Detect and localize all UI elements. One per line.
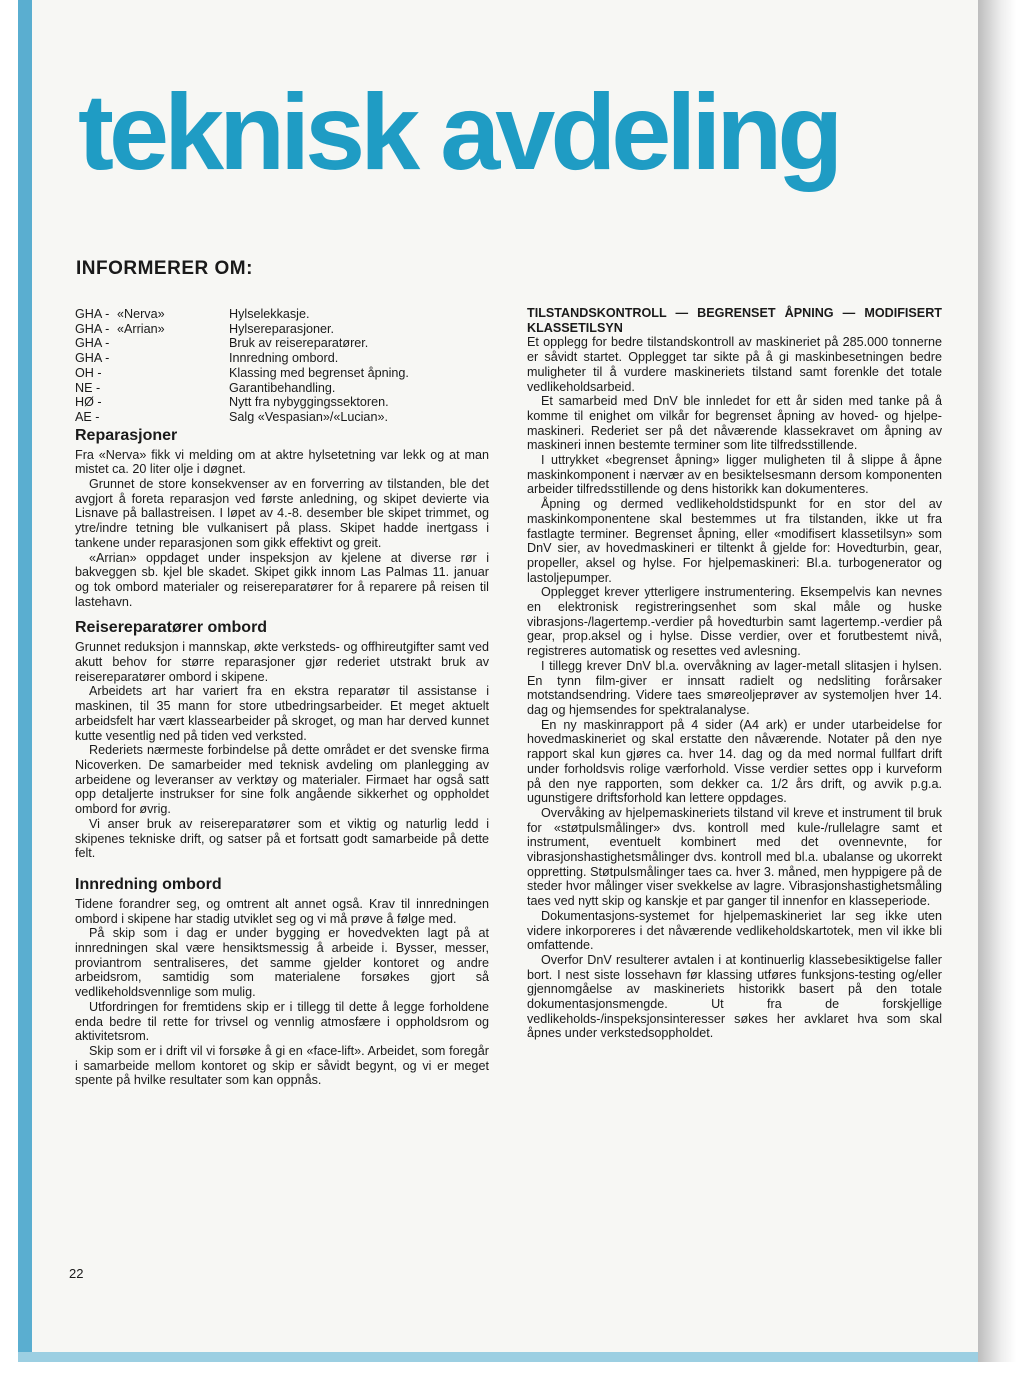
notice-topic: Garantibehandling. (229, 380, 336, 395)
notice-ship (117, 381, 229, 396)
paragraph: Grunnet de store konsekvenser av en forverring av tilstanden, ble det avgjort å foreta reparasjon ved første anledning, og skipet devierte via Lisnave på ballastreisen. I løpet av 4.-8. desember ble skipet trimmet, og ytre/indre tetning ble vulkanisert på plass. Skipet hadde inertgass i tankene under reparasjonen som gikk effektivt og greit. (75, 477, 489, 550)
binding-shadow (978, 0, 1016, 1362)
paragraph: Et samarbeid med DnV ble innledet for ett år siden med tanke på å komme til enighet om vilkår for begrenset åpning av hoved- og hjelpe-maskineri. Rederiet ser på det nåværende klassekravet om åpning av maskineri innen bestemte terminer som lite tilfredsstillende. (527, 394, 942, 453)
notice-code: GHA - (75, 321, 110, 336)
notice-ship (117, 351, 229, 366)
page-number: 22 (69, 1266, 84, 1281)
notice-code: OH - (75, 365, 102, 380)
masthead-title: teknisk avdeling (78, 71, 839, 192)
heading-reisereparatorer: Reisereparatører ombord (75, 619, 268, 637)
notice-ship: «Nerva» (117, 307, 165, 321)
notice-topic: Hylsereparasjoner. (229, 321, 334, 336)
paragraph: Overfor DnV resulterer avtalen i at kontinuerlig klassebesiktigelse faller bort. I nest siste lossehavn før klassing utføres funksjons-testing og/eller gjennomgåelse av maskineriets historikk basert på den totale dokumentasjonsmengde. Ut fra de forskjellige vedlikeholds-/inspeksjonsinteresser søkes her avklaret hva som skal åpnes under verkstedsoppholdet. (527, 952, 942, 1041)
notice-topic: Nytt fra nybyggingssektoren. (229, 395, 389, 410)
notice-ship (117, 366, 229, 381)
paragraph: Vi anser bruk av reisereparatører som et viktig og naturlig ledd i skipenes tekniske drift, og satser på et fortsatt godt samarbeide på dette felt. (75, 816, 489, 861)
notice-code: GHA - (75, 336, 110, 351)
notice-topic: Innredning ombord. (229, 351, 339, 366)
paragraph: Grunnet reduksjon i mannskap, økte verksteds- og offhireutgifter samt ved akutt behov for større reparasjoner gjør rederiet utstrakt bruk av reisereparatører ombord i skipene. (75, 640, 489, 684)
section-title: INFORMERER OM: (76, 258, 253, 279)
paragraph: Arbeidets art har variert fra en ekstra reparatør til assistanse i maskinen, til 35 mann for store utbedringsarbeider. Et meget aktuelt arbeidsfelt har vært klassearbeider på skroget, og man har derved kunnet kutte vesentlig ned på tiden ved verksted. (75, 684, 489, 743)
paragraph: Tidene forandrer seg, og omtrent alt annet også. Krav til innredningen ombord i skipene har stadig utviklet seg og vi må prøve å følge med. (75, 896, 489, 926)
paragraph: I uttrykket «begrenset åpning» ligger muligheten til å slippe å åpne maskinkomponent i nærvær av en besiktelsesmann dersom komponenten arbeider tilfredsstillende og dens historikk kan dokumenteres. (527, 453, 942, 497)
paragraph: En ny maskinrapport på 4 sider (A4 ark) er under utarbeidelse for hovedmaskineriet og skal erstatte den nåværende. Notater på den nye rapport skal kun gjøres ca. hver 14. dag og da med normal fullfart drift under forholdsvis rolige værforhold. Visse verdier settes opp i kurveform på den nye rapporten, som dekker ca. 1/2 års drift, og avvik p.g.a. ugunstigere driftsforhold kan lettere oppdages. (527, 717, 942, 806)
paragraph: «Arrian» oppdaget under inspeksjon av kjelene at diverse rør i bakveggen sb. kjel ble skadet. Skipet gikk innom Las Palmas 11. januar og tok ombord materialer og reisereparatører for å reparere på reisen til lastehavn. (75, 550, 489, 609)
notice-topic: Hylselekkasje. (229, 307, 310, 321)
notice-code: GHA - (75, 307, 110, 321)
notice-code: AE - (75, 409, 100, 424)
heading-tilstandskontroll: TILSTANDSKONTROLL — BEGRENSET ÅPNING — MODIFISERT KLASSETILSYN (527, 306, 942, 335)
right-column (527, 306, 942, 1041)
paragraph: Rederiets nærmeste forbindelse på dette området er det svenske firma Nicoverken. De samarbeider med teknisk avdeling om planlegging av arbeidene og leveranser av verktøy og materialer. Firmaet har også satt opp detaljerte instrukser for sine folk angående sikkerhet og oppholdet ombord for øvrig. (75, 743, 489, 817)
paragraph: Fra «Nerva» fikk vi melding om at aktre hylsetetning var lekk og at man mistet ca. 20 liter olje i døgnet. (75, 447, 489, 477)
notice-ship (117, 395, 229, 410)
paragraph: Overvåking av hjelpemaskineriets tilstand vil kreve et instrument til bruk for «støtpulsmålinger» dvs. kontroll med kule-/rullelagre samt et instrument, eventuelt kombinert med det ovennevnte, for vibrasjonshastighetsmålinger dvs. kontroll med bl.a. ubalanse og ukorrekt oppretting. Støtpulsmålinger taes ca. hver 3. måned, men hyppigere på de steder hvor målinger viser svekkelse av lagre. Vibrasjonshastighetsmåling taes ved nytt skip og kanskje et par ganger til innenfor en klasseperiode. (527, 805, 942, 909)
paragraph: Dokumentasjons-systemet for hjelpemaskineriet lar seg ikke uten videre inkorporeres i det nåværende vedlikeholdskartotek, men vil ikke bli omfattende. (527, 908, 942, 953)
paragraph: På skip som i dag er under bygging er hovedvekten lagt på at innredningen skal være hensiktsmessig å arbeide i. Bysser, messer, proviantrom sentraliseres, det samme gjelder kontoret og andre arbeidsrom, samtidig som materialene forsøkes gjort så vedlikeholdsvennlige som mulig. (75, 926, 489, 1000)
notice-code: GHA - (75, 351, 110, 366)
notice-ship (117, 410, 229, 425)
notice-topic: Bruk av reisereparatører. (229, 336, 369, 351)
heading-reparasjoner: Reparasjoner (75, 426, 178, 444)
paragraph: I tillegg krever DnV bl.a. overvåkning av lager-metall slitasjen i hylsen. En tynn film-giver er innsatt radielt og nedsliting forårsaker motstandsendring. Videre taes smøreoljeprøver av systemoljen hver 14. dag og hjemsendes for spektralanalyse. (527, 658, 942, 717)
paragraph: Opplegget krever ytterligere instrumentering. Eksempelvis kan nevnes en elektronisk registreringsenhet som skal måle og huske vibrasjons-/lagertemp.-verdier på hovedturbin samt lagertemp.-verdier på gear, prop.aksel og i hylse. Disse verdier, over et forutbestemt nivå, registreres automatisk og resettes ved avlesning. (527, 585, 942, 659)
notice-ship (117, 336, 229, 351)
notice-list (75, 307, 489, 425)
notice-topic: Klassing med begrenset åpning. (229, 365, 409, 380)
page-edge-strip (18, 0, 32, 1362)
paragraph: Skip som er i drift vil vi forsøke å gi en «face-lift». Arbeidet, som foregår i samarbeide mellom kontoret og skip er såvidt begynt, og vi er meget spente på hvilke resultater som kan oppnås. (75, 1043, 489, 1088)
left-column (75, 306, 489, 1088)
notice-topic: Salg «Vespasian»/«Lucian». (229, 409, 388, 424)
paragraph: Åpning og dermed vedlikeholdstidspunkt for en stor del av maskinkomponentene skal bestemmes ut fra tilstanden, ikke ut fra fastlagte terminer. Begrenset åpning, eller «modifisert klassetilsyn» som DnV sier, av hovedmaskineri er tiltenkt å gjelde for: Hovedturbin, gear, propeller, aksel og hylse. For hjelpemaskineri: Bl.a. turbogenerator og lastoljepumper. (527, 497, 942, 585)
notice-code: NE - (75, 380, 101, 395)
notice-code: HØ - (75, 395, 102, 410)
paragraph: Et opplegg for bedre tilstandskontroll av maskineriet på 285.000 tonnerne er såvidt startet. Opplegget tar sikte på å gi maskinbesetningen bedre muligheter til å vurdere maskineriets tilstand samt forenkle det totale vedlikeholdsarbeid. (527, 335, 942, 394)
heading-innredning: Innredning ombord (75, 875, 222, 893)
paragraph: Utfordringen for fremtidens skip er i tillegg til dette å legge forholdene enda bedre til rette for trivsel og vennlig atmosfære i oppholdsrom og aktivitetsrom. (75, 999, 489, 1044)
page-bottom-strip (18, 1352, 978, 1362)
notice-ship: «Arrian» (117, 321, 165, 336)
